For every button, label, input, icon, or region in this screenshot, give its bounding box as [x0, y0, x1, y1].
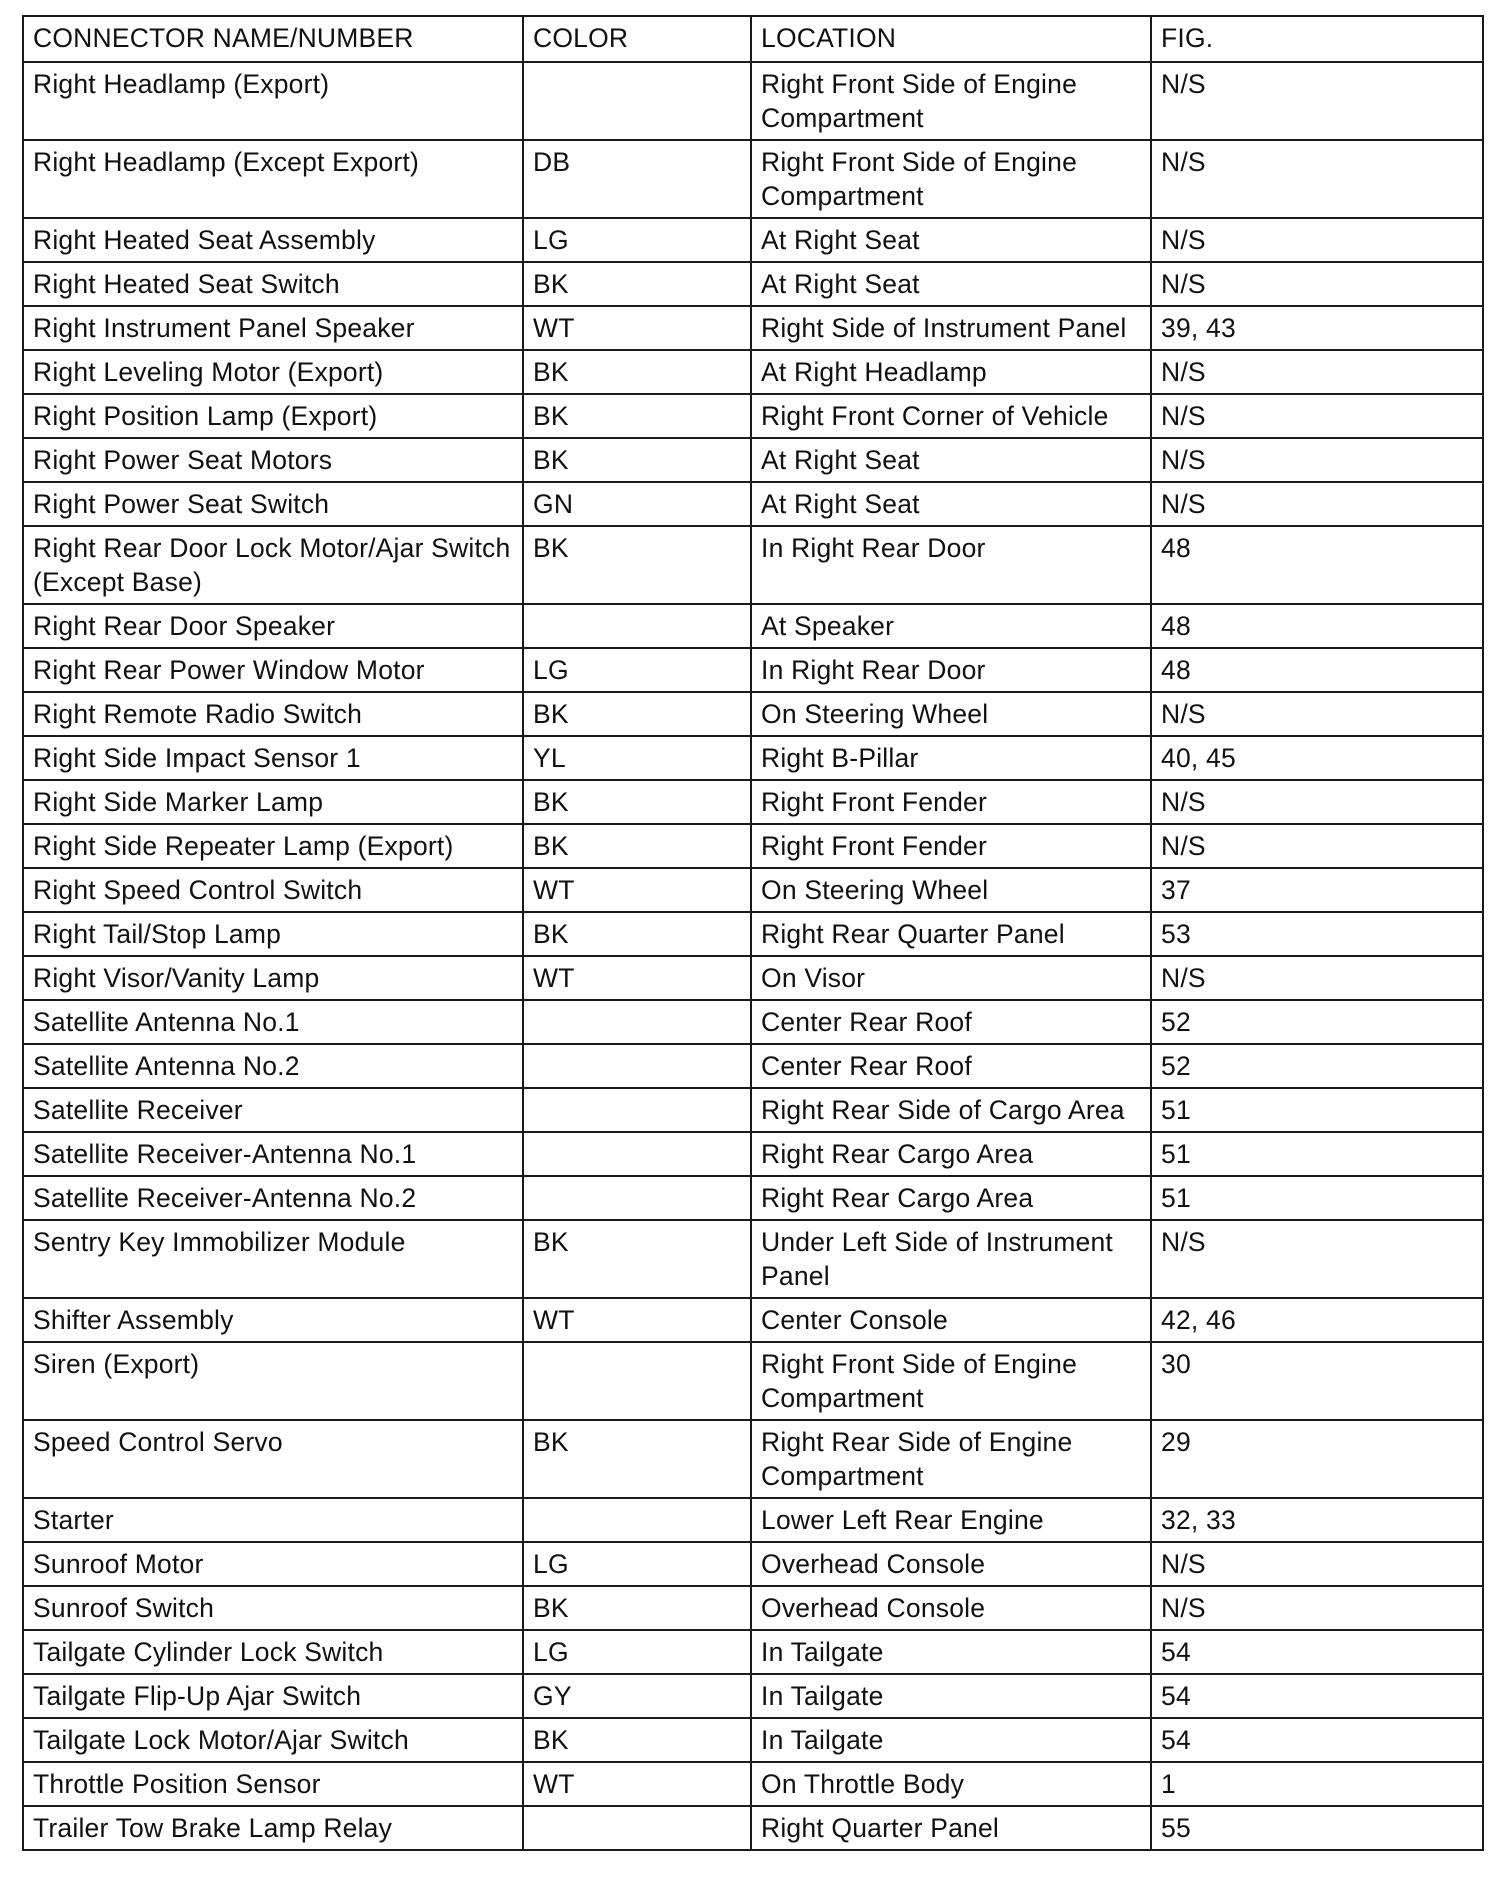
cell-fig: N/S [1151, 1220, 1483, 1298]
cell-color [523, 1132, 751, 1176]
cell-connector-name: Right Headlamp (Export) [23, 62, 523, 140]
cell-fig: 54 [1151, 1718, 1483, 1762]
table-row [23, 1498, 1483, 1542]
cell-location: At Right Seat [751, 262, 1151, 306]
cell-connector-name: Right Position Lamp (Export) [23, 394, 523, 438]
cell-connector-name: Right Side Repeater Lamp (Export) [23, 824, 523, 868]
cell-fig: N/S [1151, 1542, 1483, 1586]
header-location: LOCATION [751, 16, 1151, 62]
cell-color: BK [523, 1420, 751, 1498]
table-row [23, 482, 1483, 526]
cell-color: BK [523, 394, 751, 438]
cell-fig: N/S [1151, 1586, 1483, 1630]
cell-location: Lower Left Rear Engine [751, 1498, 1151, 1542]
cell-location: Right Rear Cargo Area [751, 1176, 1151, 1220]
cell-location: In Right Rear Door [751, 648, 1151, 692]
cell-connector-name: Sunroof Switch [23, 1586, 523, 1630]
cell-fig: N/S [1151, 438, 1483, 482]
cell-fig: 54 [1151, 1674, 1483, 1718]
cell-color [523, 604, 751, 648]
cell-location: In Tailgate [751, 1630, 1151, 1674]
cell-color [523, 1044, 751, 1088]
cell-color [523, 1498, 751, 1542]
cell-connector-name: Satellite Receiver [23, 1088, 523, 1132]
cell-color: BK [523, 526, 751, 604]
cell-location: On Throttle Body [751, 1762, 1151, 1806]
table-row [23, 218, 1483, 262]
cell-location: Right Rear Quarter Panel [751, 912, 1151, 956]
table-row [23, 1806, 1483, 1850]
cell-location: Center Rear Roof [751, 1044, 1151, 1088]
cell-location: Right Front Corner of Vehicle [751, 394, 1151, 438]
cell-fig: N/S [1151, 780, 1483, 824]
cell-connector-name: Right Rear Door Speaker [23, 604, 523, 648]
cell-connector-name: Right Power Seat Motors [23, 438, 523, 482]
cell-fig: N/S [1151, 482, 1483, 526]
cell-location: Right B-Pillar [751, 736, 1151, 780]
cell-connector-name: Shifter Assembly [23, 1298, 523, 1342]
cell-location: Overhead Console [751, 1586, 1151, 1630]
table-row [23, 604, 1483, 648]
table-row [23, 1220, 1483, 1298]
cell-fig: 51 [1151, 1176, 1483, 1220]
table-row [23, 1542, 1483, 1586]
cell-fig: N/S [1151, 824, 1483, 868]
cell-location: At Right Seat [751, 482, 1151, 526]
connector-table [22, 15, 1484, 1851]
cell-location: Right Quarter Panel [751, 1806, 1151, 1850]
cell-location: Center Rear Roof [751, 1000, 1151, 1044]
table-row [23, 868, 1483, 912]
cell-color: BK [523, 1718, 751, 1762]
cell-fig: 51 [1151, 1132, 1483, 1176]
cell-fig: N/S [1151, 262, 1483, 306]
cell-fig: 39, 43 [1151, 306, 1483, 350]
table-row [23, 1132, 1483, 1176]
cell-location: At Speaker [751, 604, 1151, 648]
cell-connector-name: Right Heated Seat Switch [23, 262, 523, 306]
cell-fig: 40, 45 [1151, 736, 1483, 780]
table-row [23, 526, 1483, 604]
table-row [23, 1298, 1483, 1342]
cell-location: Center Console [751, 1298, 1151, 1342]
cell-fig: N/S [1151, 692, 1483, 736]
cell-location: Overhead Console [751, 1542, 1151, 1586]
cell-connector-name: Right Speed Control Switch [23, 868, 523, 912]
cell-connector-name: Tailgate Cylinder Lock Switch [23, 1630, 523, 1674]
cell-location: In Tailgate [751, 1718, 1151, 1762]
cell-fig: 48 [1151, 604, 1483, 648]
cell-location: At Right Headlamp [751, 350, 1151, 394]
table-row [23, 1586, 1483, 1630]
cell-location: In Tailgate [751, 1674, 1151, 1718]
cell-fig: 52 [1151, 1044, 1483, 1088]
cell-fig: N/S [1151, 350, 1483, 394]
cell-connector-name: Right Rear Power Window Motor [23, 648, 523, 692]
cell-location: In Right Rear Door [751, 526, 1151, 604]
cell-location: On Steering Wheel [751, 692, 1151, 736]
cell-connector-name: Right Rear Door Lock Motor/Ajar Switch (Except Base) [23, 526, 523, 604]
cell-location: Right Front Side of Engine Compartment [751, 140, 1151, 218]
cell-fig: 48 [1151, 648, 1483, 692]
cell-color: BK [523, 1220, 751, 1298]
cell-connector-name: Speed Control Servo [23, 1420, 523, 1498]
cell-fig: 52 [1151, 1000, 1483, 1044]
cell-connector-name: Right Tail/Stop Lamp [23, 912, 523, 956]
cell-fig: 30 [1151, 1342, 1483, 1420]
table-row [23, 1342, 1483, 1420]
cell-connector-name: Tailgate Lock Motor/Ajar Switch [23, 1718, 523, 1762]
cell-fig: N/S [1151, 62, 1483, 140]
cell-fig: N/S [1151, 394, 1483, 438]
cell-color: BK [523, 824, 751, 868]
cell-color [523, 62, 751, 140]
table-row [23, 1176, 1483, 1220]
cell-color: LG [523, 1630, 751, 1674]
cell-connector-name: Satellite Receiver-Antenna No.2 [23, 1176, 523, 1220]
cell-fig: 42, 46 [1151, 1298, 1483, 1342]
table-row [23, 1630, 1483, 1674]
cell-color: BK [523, 350, 751, 394]
table-row [23, 1044, 1483, 1088]
table-body [23, 62, 1483, 1850]
cell-connector-name: Right Side Impact Sensor 1 [23, 736, 523, 780]
table-row [23, 350, 1483, 394]
cell-connector-name: Right Visor/Vanity Lamp [23, 956, 523, 1000]
cell-fig: 55 [1151, 1806, 1483, 1850]
cell-location: Right Rear Side of Cargo Area [751, 1088, 1151, 1132]
cell-fig: 54 [1151, 1630, 1483, 1674]
cell-color [523, 1176, 751, 1220]
cell-connector-name: Tailgate Flip-Up Ajar Switch [23, 1674, 523, 1718]
cell-color: GN [523, 482, 751, 526]
cell-connector-name: Sentry Key Immobilizer Module [23, 1220, 523, 1298]
cell-location: On Visor [751, 956, 1151, 1000]
cell-fig: 48 [1151, 526, 1483, 604]
cell-color: BK [523, 780, 751, 824]
cell-fig: 29 [1151, 1420, 1483, 1498]
cell-color: WT [523, 306, 751, 350]
table-row [23, 736, 1483, 780]
table-row [23, 780, 1483, 824]
cell-fig: 51 [1151, 1088, 1483, 1132]
cell-color: WT [523, 868, 751, 912]
cell-connector-name: Right Leveling Motor (Export) [23, 350, 523, 394]
cell-color: BK [523, 438, 751, 482]
cell-fig: N/S [1151, 140, 1483, 218]
cell-color: GY [523, 1674, 751, 1718]
cell-connector-name: Sunroof Motor [23, 1542, 523, 1586]
cell-location: Under Left Side of Instrument Panel [751, 1220, 1151, 1298]
cell-fig: N/S [1151, 218, 1483, 262]
cell-location: At Right Seat [751, 438, 1151, 482]
cell-connector-name: Satellite Antenna No.2 [23, 1044, 523, 1088]
cell-fig: 1 [1151, 1762, 1483, 1806]
table-row [23, 1000, 1483, 1044]
table-header-row [23, 16, 1483, 62]
cell-fig: N/S [1151, 956, 1483, 1000]
cell-connector-name: Throttle Position Sensor [23, 1762, 523, 1806]
table-row [23, 62, 1483, 140]
table-row [23, 956, 1483, 1000]
cell-color: BK [523, 1586, 751, 1630]
cell-color [523, 1342, 751, 1420]
cell-color: LG [523, 648, 751, 692]
cell-connector-name: Right Instrument Panel Speaker [23, 306, 523, 350]
cell-color: DB [523, 140, 751, 218]
cell-connector-name: Satellite Antenna No.1 [23, 1000, 523, 1044]
cell-connector-name: Satellite Receiver-Antenna No.1 [23, 1132, 523, 1176]
cell-color: LG [523, 218, 751, 262]
table-row [23, 306, 1483, 350]
cell-color: YL [523, 736, 751, 780]
table-row [23, 1420, 1483, 1498]
table-row [23, 438, 1483, 482]
table-row [23, 1674, 1483, 1718]
table-row [23, 262, 1483, 306]
cell-color: LG [523, 1542, 751, 1586]
cell-color: WT [523, 1298, 751, 1342]
cell-color: WT [523, 956, 751, 1000]
cell-connector-name: Right Remote Radio Switch [23, 692, 523, 736]
cell-connector-name: Trailer Tow Brake Lamp Relay [23, 1806, 523, 1850]
cell-location: Right Front Fender [751, 824, 1151, 868]
cell-connector-name: Right Side Marker Lamp [23, 780, 523, 824]
cell-fig: 53 [1151, 912, 1483, 956]
cell-location: Right Rear Side of Engine Compartment [751, 1420, 1151, 1498]
header-connector-name: CONNECTOR NAME/NUMBER [23, 16, 523, 62]
table-row [23, 692, 1483, 736]
cell-location: Right Front Side of Engine Compartment [751, 1342, 1151, 1420]
table-row [23, 1088, 1483, 1132]
table-row [23, 140, 1483, 218]
cell-location: Right Front Fender [751, 780, 1151, 824]
table-row [23, 394, 1483, 438]
cell-connector-name: Right Power Seat Switch [23, 482, 523, 526]
cell-location: Right Side of Instrument Panel [751, 306, 1151, 350]
cell-location: On Steering Wheel [751, 868, 1151, 912]
cell-fig: 37 [1151, 868, 1483, 912]
table-row [23, 648, 1483, 692]
cell-fig: 32, 33 [1151, 1498, 1483, 1542]
cell-color: BK [523, 912, 751, 956]
header-fig: FIG. [1151, 16, 1483, 62]
cell-color [523, 1000, 751, 1044]
cell-color: BK [523, 692, 751, 736]
table-row [23, 824, 1483, 868]
cell-color: BK [523, 262, 751, 306]
cell-location: Right Front Side of Engine Compartment [751, 62, 1151, 140]
header-color: COLOR [523, 16, 751, 62]
table-row [23, 1762, 1483, 1806]
cell-connector-name: Siren (Export) [23, 1342, 523, 1420]
cell-location: At Right Seat [751, 218, 1151, 262]
table-row [23, 912, 1483, 956]
table-row [23, 1718, 1483, 1762]
cell-connector-name: Right Headlamp (Except Export) [23, 140, 523, 218]
cell-color [523, 1806, 751, 1850]
cell-connector-name: Starter [23, 1498, 523, 1542]
cell-color: WT [523, 1762, 751, 1806]
cell-connector-name: Right Heated Seat Assembly [23, 218, 523, 262]
cell-location: Right Rear Cargo Area [751, 1132, 1151, 1176]
cell-color [523, 1088, 751, 1132]
